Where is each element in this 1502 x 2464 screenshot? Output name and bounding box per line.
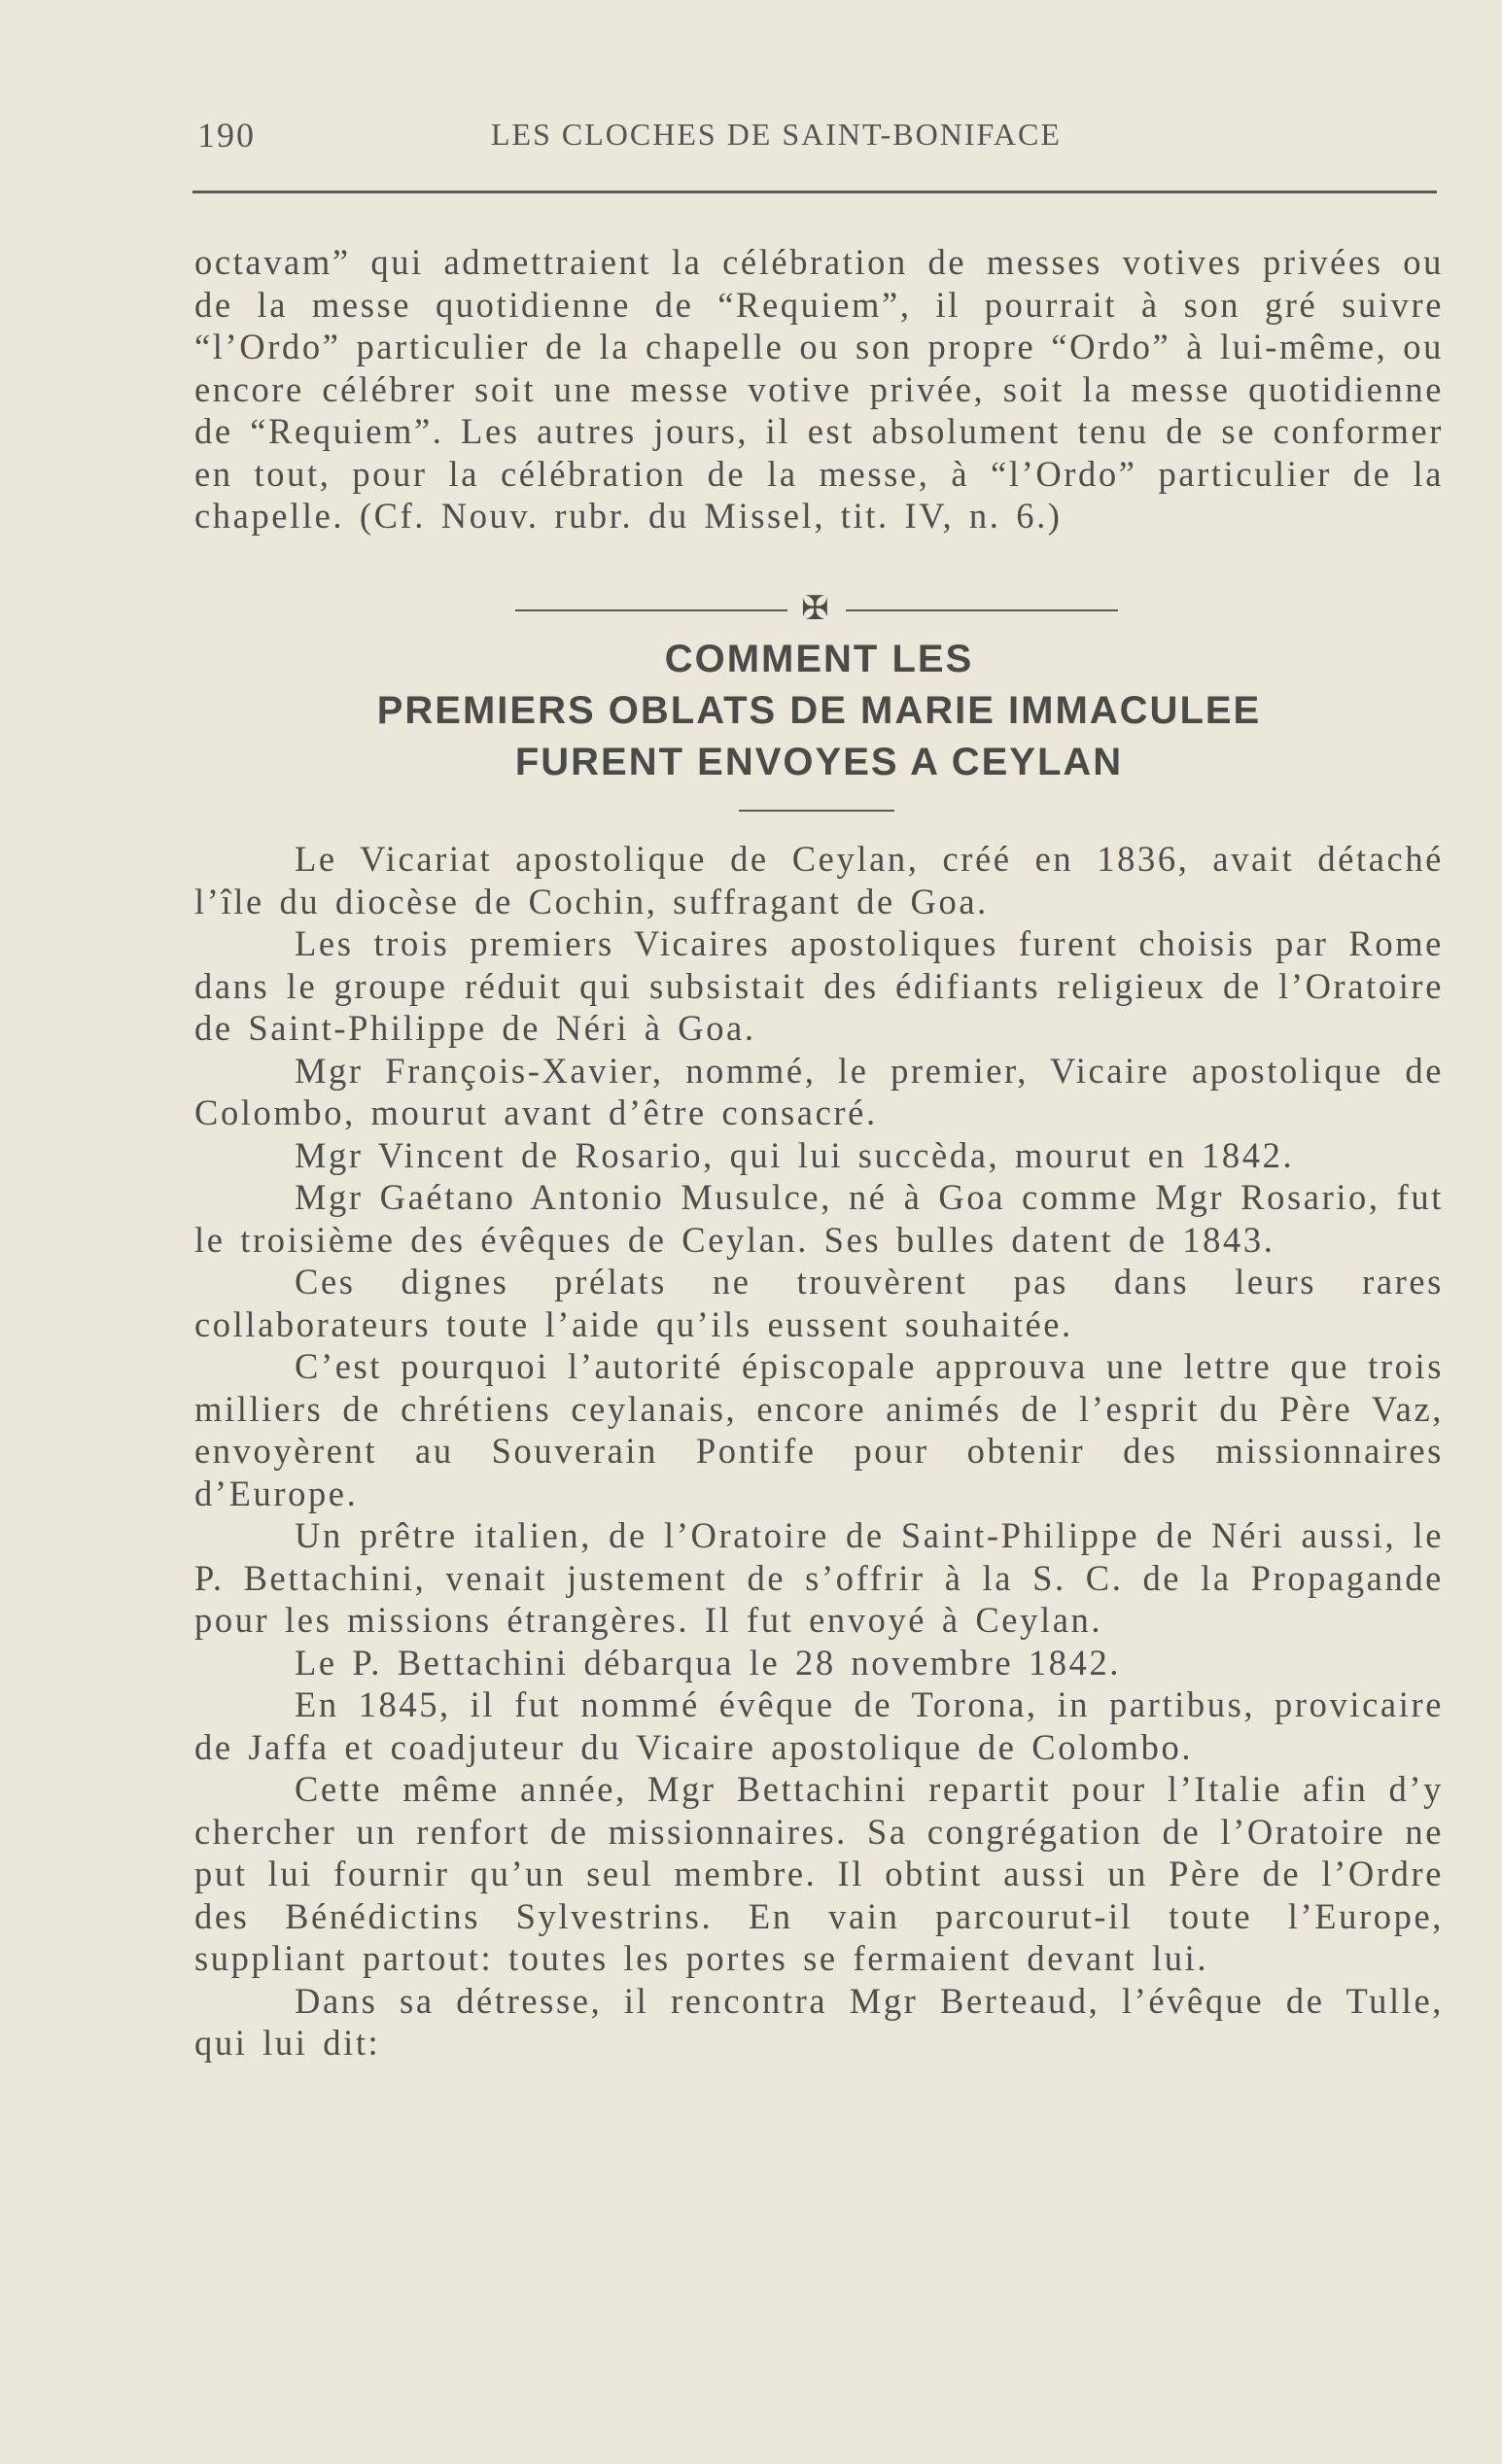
maltese-cross-icon: ✠ xyxy=(801,589,829,628)
divider-line-right xyxy=(846,609,1118,611)
header-rule xyxy=(192,191,1437,193)
body-paragraph: Mgr François-Xavier, nommé, le premier, Vicaire apostolique de Colombo, mourut avant d’être consacré. xyxy=(194,1050,1444,1132)
body-paragraph: Mgr Gaétano Antonio Musulce, né à Goa comme Mgr Rosario, fut le troisième des évêques de Ceylan. Ses bulles datent de 1843. xyxy=(194,1177,1444,1260)
running-header xyxy=(197,115,1437,163)
divider-line-left xyxy=(515,609,787,611)
title-line: FURENT ENVOYES A CEYLAN xyxy=(514,741,1124,783)
title-line: PREMIERS OBLATS DE MARIE IMMACULEE xyxy=(376,689,1262,732)
body-paragraph: Les trois premiers Vicaires apostoliques furent choisis par Rome dans le groupe réduit qui subsistait des édifiants religieux de l’Oratoire de Saint-Philippe de Néri à Goa. xyxy=(194,923,1444,1048)
section-divider xyxy=(515,589,1118,628)
body-paragraph: Dans sa détresse, il rencontra Mgr Berteaud, l’évêque de Tulle, qui lui dit: xyxy=(194,1980,1444,2063)
page-number: 190 xyxy=(197,116,256,155)
intro-paragraph-block xyxy=(194,241,1444,538)
title-line: COMMENT LES xyxy=(664,638,974,680)
body-paragraph: Le P. Bettachini débarqua le 28 novembre 1842. xyxy=(295,1642,1122,1683)
intro-paragraph: octavam” qui admettraient la célébration de messes votives privées ou de la messe quotidienne de “Requiem”, il pourrait à son gré suivre “l’Ordo” particulier de la chapelle ou son propre “Ordo” à lui-même, ou encore célébrer soit une messe votive privée, soit la messe quotidienne de “Requiem”. Les autres jours, il est absolument tenu de se conformer en tout, pour la célébration de la messe, à “l’Ordo” particulier de la chapelle. (Cf. Nouv. rubr. du Missel, tit. IV, n. 6.) xyxy=(194,242,1444,536)
body-paragraph: Ces dignes prélats ne trouvèrent pas dans leurs rares collaborateurs toute l’aide qu’ils eussent souhaitée. xyxy=(194,1262,1444,1344)
body-paragraph: En 1845, il fut nommé évêque de Torona, in partibus, provicaire de Jaffa et coadjuteur du Vicaire apostolique de Colombo. xyxy=(194,1684,1444,1767)
body-paragraph: C’est pourquoi l’autorité épiscopale approuva une lettre que trois milliers de chrétiens ceylanais, encore animés de l’esprit du Père Vaz, envoyèrent au Souverain Pontife pour obtenir des missionnaires d’Europe. xyxy=(194,1346,1444,1513)
body-paragraph: Un prêtre italien, de l’Oratoire de Saint-Philippe de Néri aussi, le P. Bettachini, venait justement de s’offrir à la S. C. de la Propagande pour les missions étrangères. Il fut envoyé à Ceylan. xyxy=(194,1515,1444,1640)
running-title: LES CLOCHES DE SAINT-BONIFACE xyxy=(491,117,1062,152)
title-rule xyxy=(739,810,894,812)
article-title xyxy=(194,634,1444,788)
body-paragraph: Cette même année, Mgr Bettachini repartit pour l’Italie afin d’y chercher un renfort de missionnaires. Sa congrégation de l’Oratoire ne put lui fournir qu’un seul membre. Il obtint aussi un Père de l’Ordre des Bénédictins Sylvestrins. En vain parcourut-il toute l’Europe, suppliant partout: toutes les portes se fermaient devant lui. xyxy=(194,1769,1444,1978)
body-paragraph: Mgr Vincent de Rosario, qui lui succèda, mourut en 1842. xyxy=(295,1134,1295,1175)
article-body xyxy=(194,838,1444,2065)
body-paragraph: Le Vicariat apostolique de Ceylan, créé en 1836, avait détaché l’île du diocèse de Cochin, suffragant de Goa. xyxy=(194,839,1444,921)
